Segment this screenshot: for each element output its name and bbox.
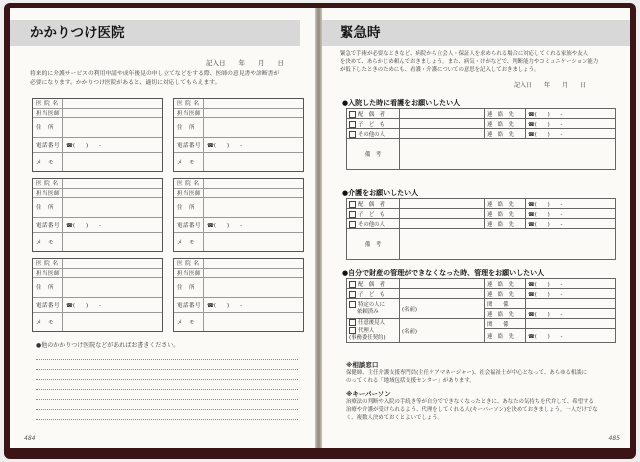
- phone-field[interactable]: ☎( ) -: [526, 289, 616, 299]
- other-clinic-note: ●他のかかりつけ医院などがあればお書きください。: [36, 342, 180, 349]
- child-label: 子 ど も: [358, 121, 385, 128]
- asset-management-table: [346, 278, 616, 343]
- clinic-field[interactable]: [204, 259, 303, 268]
- phone-label: 電話番号: [33, 138, 63, 152]
- intro-line-2: 必要になります。かかりつけ医院があると、適切に対応してもらえます。: [30, 80, 221, 86]
- checkbox-icon[interactable]: [349, 201, 356, 208]
- clinic-card: [32, 258, 163, 332]
- clinic-field[interactable]: [63, 259, 162, 268]
- section-asset-management: ●自分で財産の管理ができなくなった時、管理をお願いしたい人: [342, 269, 545, 277]
- clinic-label: 医 院 名: [174, 99, 204, 108]
- contact-label: 連 絡 先: [485, 309, 526, 319]
- clinic-label: 医 院 名: [33, 179, 63, 188]
- intro-line-1: 将来的に介護サービスの利用申請や成年後見の申し立てなどをする際、医師の意見書や診断書が: [30, 71, 280, 77]
- contact-label: 連 絡 先: [485, 289, 526, 299]
- clinic-card: [32, 98, 163, 172]
- phone-field[interactable]: ☎( ) -: [526, 279, 616, 289]
- keyperson-title: ※キーパーソン: [346, 390, 391, 398]
- address-field[interactable]: [204, 118, 303, 137]
- guardian-label-1: 任意後見人: [358, 320, 385, 326]
- name-field[interactable]: [400, 279, 485, 289]
- contact-label: 連 絡 先: [485, 129, 526, 139]
- phone-label: 電話番号: [174, 218, 204, 232]
- contact-label: 連 絡 先: [485, 329, 526, 343]
- phone-label: 電話番号: [33, 218, 63, 232]
- clinic-card: [173, 178, 304, 252]
- remarks-field[interactable]: [400, 229, 616, 260]
- other-clinic-lines[interactable]: [36, 350, 298, 420]
- phone-field[interactable]: ☎( ) -: [526, 219, 616, 229]
- name-field[interactable]: [400, 219, 485, 229]
- checkbox-icon[interactable]: [349, 211, 356, 218]
- contact-label: 連 絡 先: [485, 119, 526, 129]
- checkbox-icon[interactable]: [349, 121, 356, 128]
- guardian-label-2: 代理人: [358, 328, 375, 334]
- phone-field[interactable]: ☎( ) -: [526, 199, 616, 209]
- relation-label: 関 係: [485, 299, 526, 309]
- other-label: その他の人: [358, 221, 385, 228]
- clinic-card: [173, 98, 304, 172]
- name-label: (名前): [400, 319, 485, 343]
- address-label: 住 所: [174, 198, 204, 217]
- name-field[interactable]: [400, 209, 485, 219]
- clinic-label: 医 院 名: [33, 99, 63, 108]
- address-field[interactable]: [204, 278, 303, 297]
- name-field[interactable]: [400, 109, 485, 119]
- memo-label: メ モ: [33, 153, 63, 171]
- phone-field[interactable]: ☎( ) -: [66, 142, 102, 149]
- hospital-care-table: [346, 108, 616, 170]
- checkbox-icon[interactable]: [349, 281, 356, 288]
- clinic-field[interactable]: [204, 99, 303, 108]
- nursing-care-table: [346, 198, 616, 260]
- keyperson-line-2: 治療や介護が受けられるよう、代理をしてくれる人(キーパーソン)を決めておきましょう。一人だけでな: [346, 407, 598, 413]
- consultation-text: [346, 369, 622, 385]
- relation-label: 関 係: [485, 319, 526, 329]
- intro-line-3: が低下したときのためにも、看護・介護についての意思を記入しておきましょう。: [340, 67, 540, 73]
- special-label-1: 特定の人に: [358, 302, 385, 308]
- name-field[interactable]: [400, 119, 485, 129]
- memo-label: メ モ: [174, 233, 204, 251]
- page-title-emergency: 緊急時: [322, 20, 630, 46]
- right-page: [322, 8, 630, 448]
- checkbox-icon[interactable]: [349, 111, 356, 118]
- contact-label: 連 絡 先: [485, 199, 526, 209]
- name-label: (名前): [400, 299, 485, 319]
- address-field[interactable]: [204, 198, 303, 217]
- consultation-title: ※相談窓口: [346, 361, 379, 369]
- checkbox-icon[interactable]: [349, 131, 356, 138]
- doctor-field[interactable]: [204, 109, 303, 118]
- address-field[interactable]: [63, 118, 162, 137]
- checkbox-icon[interactable]: [349, 301, 356, 308]
- phone-label: 電話番号: [174, 138, 204, 152]
- address-label: 住 所: [174, 118, 204, 137]
- contact-label: 連 絡 先: [485, 209, 526, 219]
- entry-date-left: 記入日 年 月 日: [206, 59, 284, 67]
- phone-field[interactable]: ☎( ) -: [526, 129, 616, 139]
- memo-field[interactable]: [204, 313, 303, 331]
- address-field[interactable]: [63, 198, 162, 217]
- doctor-field[interactable]: [63, 109, 162, 118]
- keyperson-line-3: く、複数人決めておくとよいでしょう。: [346, 415, 443, 421]
- memo-field[interactable]: [63, 153, 162, 171]
- other-label: その他の人: [358, 131, 385, 138]
- special-label-2: 依頼済み: [357, 309, 379, 315]
- phone-field[interactable]: ☎( ) -: [207, 142, 243, 149]
- address-label: 住 所: [174, 278, 204, 297]
- keyperson-text: [346, 398, 622, 422]
- doctor-field[interactable]: [63, 269, 162, 278]
- memo-label: メ モ: [174, 153, 204, 171]
- clinic-label: 医 院 名: [174, 259, 204, 268]
- phone-field[interactable]: ☎( ) -: [207, 302, 243, 309]
- doctor-label: 担当医師: [174, 269, 204, 278]
- doctor-label: 担当医師: [33, 269, 63, 278]
- intro-text-left: [30, 70, 306, 88]
- intro-line-2: を決めて、あらかじめ頼んでおきましょう。また、病気・けがなどで、判断能力やコミュニケーション能力: [340, 59, 599, 65]
- doctor-field[interactable]: [204, 189, 303, 198]
- phone-label: 電話番号: [33, 298, 63, 312]
- keyperson-line-1: 治療法の判断や入院の手続き等が自分でできなくなったときに、あなたの気持ちを代弁して、希望する: [346, 399, 594, 405]
- clinic-field[interactable]: [204, 179, 303, 188]
- spouse-label: 配 偶 者: [358, 281, 385, 288]
- doctor-field[interactable]: [63, 189, 162, 198]
- checkbox-icon[interactable]: [349, 327, 356, 334]
- doctor-label: 担当医師: [33, 109, 63, 118]
- page-title-clinic: かかりつけ医院: [10, 20, 300, 46]
- intro-text-right: [340, 50, 622, 74]
- doctor-field[interactable]: [204, 269, 303, 278]
- address-label: 住 所: [33, 198, 63, 217]
- spouse-label: 配 偶 者: [358, 201, 385, 208]
- contact-label: 連 絡 先: [485, 109, 526, 119]
- entry-date-right: 記入日 年 月 日: [514, 82, 587, 89]
- checkbox-icon[interactable]: [349, 221, 356, 228]
- spouse-label: 配 偶 者: [358, 111, 385, 118]
- clinic-card: [173, 258, 304, 332]
- phone-field[interactable]: ☎( ) -: [526, 309, 616, 319]
- child-label: 子 ど も: [358, 211, 385, 218]
- phone-field[interactable]: ☎( ) -: [66, 302, 102, 309]
- page-number-right: 485: [608, 435, 620, 442]
- relation-field[interactable]: [526, 299, 616, 309]
- memo-field[interactable]: [204, 153, 303, 171]
- doctor-label: 担当医師: [174, 189, 204, 198]
- phone-field[interactable]: ☎( ) -: [207, 222, 243, 229]
- memo-label: メ モ: [33, 313, 63, 331]
- memo-field[interactable]: [63, 313, 162, 331]
- memo-label: メ モ: [33, 233, 63, 251]
- remarks-label: 備 考: [347, 139, 400, 170]
- contact-label: 連 絡 先: [485, 279, 526, 289]
- left-page: [10, 8, 316, 448]
- phone-field[interactable]: ☎( ) -: [526, 119, 616, 129]
- child-label: 子 ど も: [358, 291, 385, 298]
- memo-field[interactable]: [63, 233, 162, 251]
- book-spine: [315, 8, 322, 448]
- clinic-field[interactable]: [63, 99, 162, 108]
- name-field[interactable]: [400, 129, 485, 139]
- phone-field[interactable]: ☎( ) -: [526, 109, 616, 119]
- doctor-label: 担当医師: [174, 109, 204, 118]
- address-field[interactable]: [63, 278, 162, 297]
- address-label: 住 所: [33, 118, 63, 137]
- name-field[interactable]: [400, 289, 485, 299]
- phone-label: 電話番号: [174, 298, 204, 312]
- page-number-left: 484: [24, 435, 36, 442]
- memo-label: メ モ: [174, 313, 204, 331]
- memo-field[interactable]: [204, 233, 303, 251]
- clinic-label: 医 院 名: [174, 179, 204, 188]
- consult-line-2: のってくれる「地域包括支援センター」があります。: [346, 378, 475, 384]
- consult-line-1: 保健師、主任介護支援専門員(主任ケアマネージャー)、社会福祉士が中心となって、あらゆる相談に: [346, 370, 588, 376]
- phone-field[interactable]: ☎( ) -: [526, 329, 616, 343]
- doctor-label: 担当医師: [33, 189, 63, 198]
- clinic-cards-grid: [32, 98, 304, 332]
- remarks-field[interactable]: [400, 139, 616, 170]
- phone-field[interactable]: ☎( ) -: [66, 222, 102, 229]
- guardian-label-3: (事務委任契約): [349, 335, 386, 341]
- intro-line-1: 緊急で手術が必要なときなど、病院から立会人・保証人を求められる場合に対応してくれる家族や友人: [340, 51, 588, 57]
- address-label: 住 所: [33, 278, 63, 297]
- contact-label: 連 絡 先: [485, 219, 526, 229]
- relation-field[interactable]: [526, 319, 616, 329]
- clinic-field[interactable]: [63, 179, 162, 188]
- name-field[interactable]: [400, 199, 485, 209]
- checkbox-icon[interactable]: [349, 291, 356, 298]
- phone-field[interactable]: ☎( ) -: [526, 209, 616, 219]
- clinic-label: 医 院 名: [33, 259, 63, 268]
- checkbox-icon[interactable]: [349, 319, 356, 326]
- remarks-label: 備 考: [347, 229, 400, 260]
- section-nursing-care: ●介護をお願いしたい人: [342, 189, 419, 197]
- clinic-card: [32, 178, 163, 252]
- section-hospital-care: ●入院した時に看護をお願いしたい人: [342, 99, 461, 107]
